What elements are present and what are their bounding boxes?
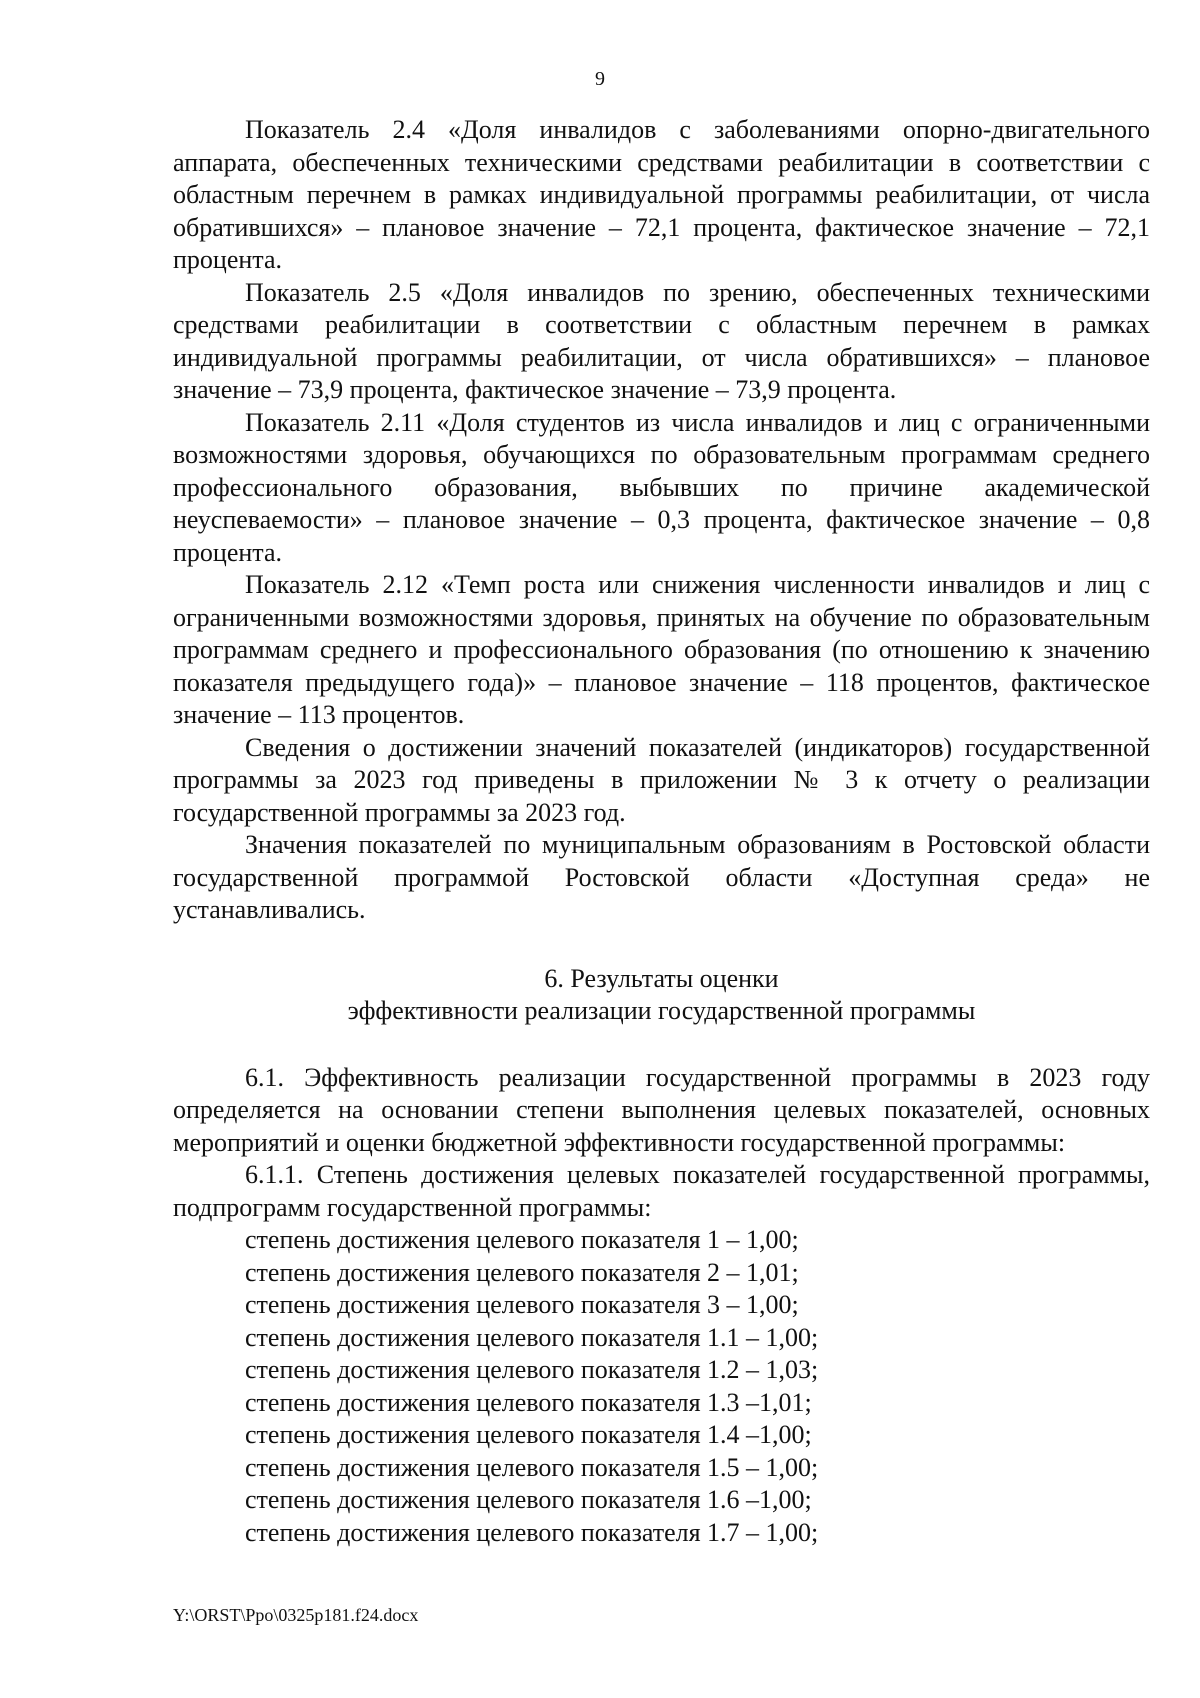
- paragraph-municipal-values: Значения показателей по муниципальным образованиям в Ростовской области государственной программой Ростовской области «Доступная среда» не устанавливались.: [173, 830, 1150, 924]
- paragraph-6-1-1: 6.1.1. Степень достижения целевых показателей государственной программы, подпрограмм государственной программы:: [173, 1160, 1150, 1222]
- footer-file-path: Y:\ORST\Ppo\0325p181.f24.docx: [173, 1605, 419, 1625]
- section-heading-line-1: 6. Результаты оценки: [544, 963, 779, 993]
- paragraph-indicator-2-5: Показатель 2.5 «Доля инвалидов по зрению, обеспеченных техническими средствами реабилитации в соответствии с областным перечнем в рамках индивидуальной программы реабилитации, от числа обратившихся» – плановое значение – 73,9 процента, фактическое значение – 73,9 процента.: [173, 277, 1150, 404]
- list-item: степень достижения целевого показателя 1.5 – 1,00;: [245, 1452, 819, 1482]
- paragraph-indicator-2-4: Показатель 2.4 «Доля инвалидов с заболеваниями опорно-двигательного аппарата, обеспеченных техническими средствами реабилитации в соответствии с областным перечнем в рамках индивидуальной программы реабилитации, от числа обратившихся» – плановое значение – 72,1 процента, фактическое значение – 72,1 процента.: [173, 115, 1150, 274]
- document-body: [173, 114, 1150, 1549]
- paragraph-indicators-info: Сведения о достижении значений показателей (индикаторов) государственной программы за 2023 год приведены в приложении № 3 к отчету о реализации государственной программы за 2023 год.: [173, 732, 1150, 827]
- list-item: степень достижения целевого показателя 2 – 1,01;: [245, 1257, 799, 1287]
- section-heading-line-2: эффективности реализации государственной программы: [347, 996, 976, 1025]
- list-item: степень достижения целевого показателя 1.1 – 1,00;: [245, 1322, 819, 1352]
- list-item: степень достижения целевого показателя 1.6 –1,00;: [245, 1485, 812, 1514]
- list-item: степень достижения целевого показателя 1 – 1,00;: [245, 1225, 799, 1254]
- list-item: степень достижения целевого показателя 1.2 – 1,03;: [245, 1355, 819, 1384]
- paragraph-indicator-2-11: Показатель 2.11 «Доля студентов из числа инвалидов и лиц с ограниченными возможностями здоровья, обучающихся по образовательным программам среднего профессионального образования, выбывших по причине академической неуспеваемости» – плановое значение – 0,3 процента, фактическое значение – 0,8 процента.: [173, 407, 1150, 567]
- paragraph-indicator-2-12: Показатель 2.12 «Темп роста или снижения численности инвалидов и лиц с ограниченными возможностями здоровья, принятых на обучение по образовательным программам среднего и профессионального образования (по отношению к значению показателя предыдущего года)» – плановое значение – 118 процентов, фактическое значение – 113 процентов.: [173, 570, 1150, 729]
- section-heading: [173, 963, 1150, 1028]
- list-item: степень достижения целевого показателя 1.4 –1,00;: [245, 1420, 812, 1449]
- paragraph-6-1: 6.1. Эффективность реализации государственной программы в 2023 году определяется на основании степени выполнения целевых показателей, основных мероприятий и оценки бюджетной эффективности государственной программы:: [173, 1062, 1150, 1157]
- list-item: степень достижения целевого показателя 3 – 1,00;: [245, 1290, 799, 1319]
- page-number: 9: [595, 68, 605, 90]
- list-item: степень достижения целевого показателя 1.7 – 1,00;: [245, 1517, 819, 1547]
- list-item: степень достижения целевого показателя 1.3 –1,01;: [245, 1387, 812, 1417]
- indicator-list: [173, 1224, 1150, 1549]
